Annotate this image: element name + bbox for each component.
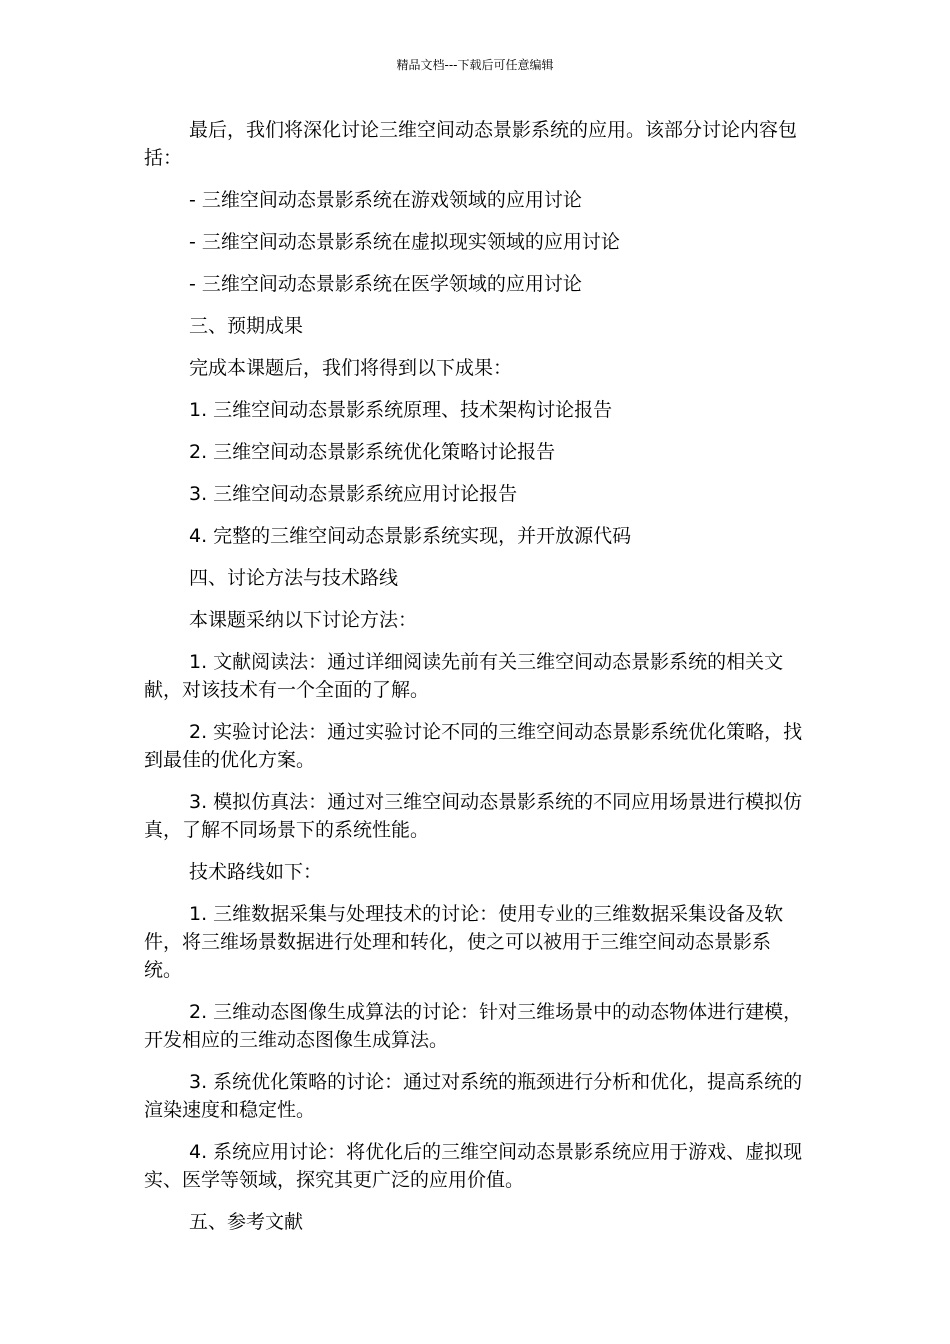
- paragraph-methods-intro: 本课题采纳以下讨论方法：: [189, 609, 418, 631]
- method-item-3: 3. 模拟仿真法：通过对三维空间动态景影系统的不同应用场景进行模拟仿真，了解不同场景下的系统性能。: [144, 791, 803, 841]
- section-heading-methods: 四、讨论方法与技术路线: [189, 567, 399, 589]
- method-item-2: 2. 实验讨论法：通过实验讨论不同的三维空间动态景影系统优化策略，找到最佳的优化方案。: [144, 721, 803, 771]
- paragraph-results-intro: 完成本课题后，我们将得到以下成果：: [189, 357, 513, 379]
- route-item-3: 3. 系统优化策略的讨论：通过对系统的瓶颈进行分析和优化，提高系统的渲染速度和稳定性。: [144, 1071, 803, 1121]
- section-heading-references: 五、参考文献: [189, 1211, 304, 1233]
- method-item-1: 1. 文献阅读法：通过详细阅读先前有关三维空间动态景影系统的相关文献，对该技术有一个全面的了解。: [144, 651, 784, 701]
- bullet-item-games: - 三维空间动态景影系统在游戏领域的应用讨论: [189, 189, 582, 211]
- result-item-3: 3. 三维空间动态景影系统应用讨论报告: [189, 483, 518, 505]
- result-item-2: 2. 三维空间动态景影系统优化策略讨论报告: [189, 441, 556, 463]
- route-item-4: 4. 系统应用讨论：将优化后的三维空间动态景影系统应用于游戏、虚拟现实、医学等领域，探究其更广泛的应用价值。: [144, 1141, 803, 1191]
- document-body: [144, 116, 804, 1250]
- bullet-item-medical: - 三维空间动态景影系统在医学领域的应用讨论: [189, 273, 582, 295]
- paragraph-route-intro: 技术路线如下：: [189, 861, 323, 883]
- route-item-1: 1. 三维数据采集与处理技术的讨论：使用专业的三维数据采集设备及软件，将三维场景数据进行处理和转化，使之可以被用于三维空间动态景影系统。: [144, 903, 784, 981]
- route-item-2: 2. 三维动态图像生成算法的讨论：针对三维场景中的动态物体进行建模，开发相应的三维动态图像生成算法。: [144, 1001, 803, 1051]
- bullet-item-vr: - 三维空间动态景影系统在虚拟现实领域的应用讨论: [189, 231, 620, 253]
- page-header: 精品文档---下载后可任意编辑: [396, 58, 554, 72]
- result-item-1: 1. 三维空间动态景影系统原理、技术架构讨论报告: [189, 399, 613, 421]
- section-heading-expected-results: 三、预期成果: [189, 315, 304, 337]
- result-item-4: 4. 完整的三维空间动态景影系统实现，并开放源代码: [189, 525, 632, 547]
- paragraph-intro: 最后，我们将深化讨论三维空间动态景影系统的应用。该部分讨论内容包括：: [144, 119, 798, 169]
